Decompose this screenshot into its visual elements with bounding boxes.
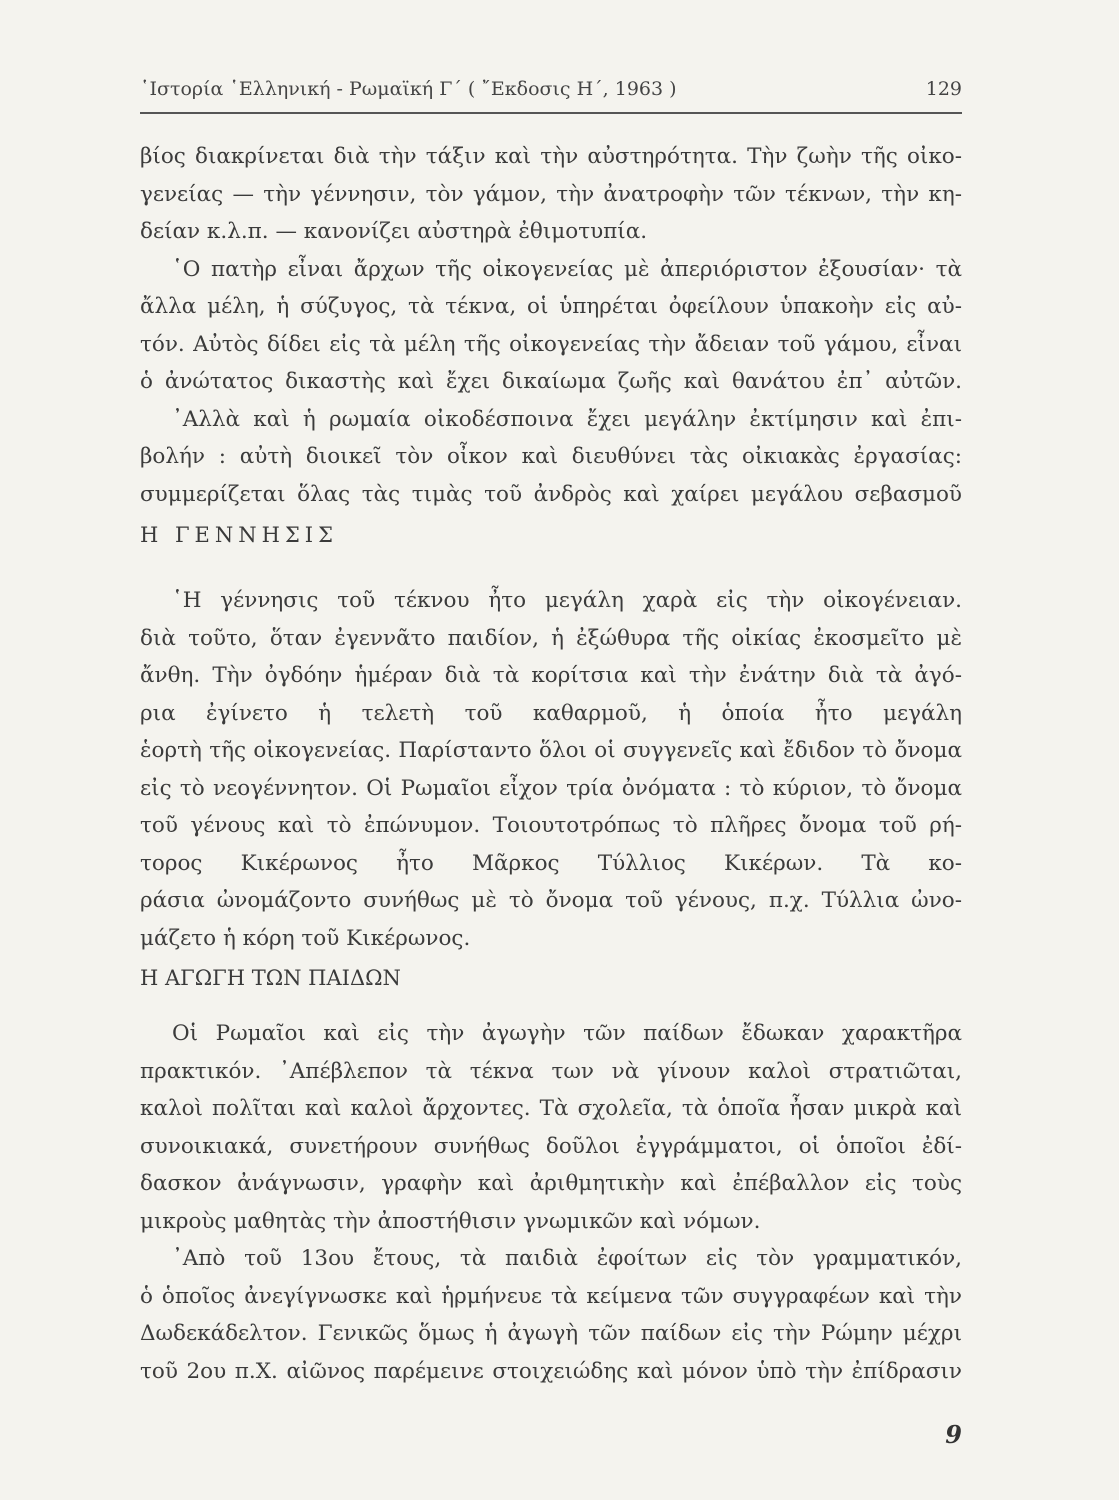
text-line: ᾿Αλλὰ καὶ ἡ ρωμαία οἰκοδέσποινα ἔχει μεγάλην ἐκτίμησιν καὶ ἐπι- <box>172 406 962 432</box>
text-line: τοῦ 2ου π.Χ. αἰῶνος παρέμεινε στοιχειώδης καὶ μόνον ὑπὸ τὴν ἐπίδρασιν <box>140 1358 962 1384</box>
text-line: διὰ τοῦτο, ὅταν ἐγεννᾶτο παιδίον, ἡ ἐξώθυρα τῆς οἰκίας ἐκοσμεῖτο μὲ <box>140 625 962 651</box>
signature-mark: 9 <box>945 1420 962 1449</box>
text-line: πρακτικόν. ᾿Απέβλεπον τὰ τέκνα των νὰ γίνουν καλοὶ στρατιῶται, <box>140 1058 962 1084</box>
intro-text-block <box>140 138 962 513</box>
running-header <box>140 78 962 104</box>
text-line: καλοὶ πολῖται καὶ καλοὶ ἄρχοντες. Τὰ σχολεῖα, τὰ ὁποῖα ἦσαν μικρὰ καὶ <box>140 1096 962 1121</box>
section-heading-education: Η ΑΓΩΓΗ ΤΩΝ ΠΑΙΔΩΝ <box>140 966 401 990</box>
text-line: ράσια ὠνομάζοντο συνήθως μὲ τὸ ὄνομα τοῦ γένους, π.χ. Τύλλια ὠνο- <box>140 888 962 913</box>
header-rule <box>140 112 962 114</box>
text-line: μάζετο ἡ κόρη τοῦ Κικέρωνος. <box>140 925 471 951</box>
text-line: ἄνθη. Τὴν ὀγδόην ἡμέραν διὰ τὰ κορίτσια καὶ τὴν ἐνάτην διὰ τὰ ἀγό- <box>140 663 962 688</box>
text-line: Οἱ Ρωμαῖοι καὶ εἰς τὴν ἀγωγὴν τῶν παίδων ἔδωκαν χαρακτῆρα <box>172 1021 962 1046</box>
text-line: συμμερίζεται ὅλας τὰς τιμὰς τοῦ ἀνδρὸς καὶ χαίρει μεγάλου σεβασμοῦ <box>140 481 962 507</box>
text-line: γενείας — τὴν γέννησιν, τὸν γάμον, τὴν ἀνατροφὴν τῶν τέκνων, τὴν κη- <box>140 181 962 207</box>
text-line: ἄλλα μέλη, ἡ σύζυγος, τὰ τέκνα, οἱ ὑπηρέται ὀφείλουν ὑπακοὴν εἰς αὐ- <box>140 294 962 319</box>
running-header-title: ῾Ιστορία ῾Ελληνική - Ρωμαϊκή Γ΄ ( ῎Εκδοσις Η΄, 1963 ) <box>140 78 677 100</box>
text-line: ῾Η γέννησις τοῦ τέκνου ἦτο μεγάλη χαρὰ εἰς τὴν οἰκογένειαν. <box>172 588 962 613</box>
text-line: τοῦ γένους καὶ τὸ ἐπώνυμον. Τοιουτοτρόπως τὸ πλῆρες ὄνομα τοῦ ρή- <box>140 813 962 838</box>
text-line: δείαν κ.λ.π. — κανονίζει αὐστηρὰ ἐθιμοτυπία. <box>140 219 648 244</box>
text-line: δασκον ἀνάγνωσιν, γραφὴν καὶ ἀριθμητικὴν καὶ ἐπέβαλλον εἰς τοὺς <box>140 1171 962 1196</box>
text-line: ὁ ἀνώτατος δικαστὴς καὶ ἔχει δικαίωμα ζωῆς καὶ θανάτου ἐπ᾿ αὐτῶν. <box>140 369 962 394</box>
birth-text-block <box>140 582 962 957</box>
text-line: ἑορτὴ τῆς οἰκογενείας. Παρίσταντο ὅλοι οἱ συγγενεῖς καὶ ἔδιδον τὸ ὄνομα <box>140 738 962 763</box>
text-line: βίος διακρίνεται διὰ τὴν τάξιν καὶ τὴν αὐστηρότητα. Τὴν ζωὴν τῆς οἰκο- <box>140 144 962 169</box>
text-line: τορος Κικέρωνος ἦτο Μᾶρκος Τύλλιος Κικέρων. Τὰ κο- <box>140 850 962 876</box>
text-line: τόν. Αὐτὸς δίδει εἰς τὰ μέλη τῆς οἰκογενείας τὴν ἄδειαν τοῦ γάμου, εἶναι <box>140 331 962 357</box>
text-line: ᾿Απὸ τοῦ 13ου ἔτους, τὰ παιδιὰ ἐφοίτων εἰς τὸν γραμματικόν, <box>172 1246 962 1271</box>
text-line: Δωδεκάδελτον. Γενικῶς ὅμως ἡ ἀγωγὴ τῶν παίδων εἰς τὴν Ρώμην μέχρι <box>140 1321 962 1346</box>
text-line: ρια ἐγίνετο ἡ τελετὴ τοῦ καθαρμοῦ, ἡ ὁποία ἦτο μεγάλη <box>140 700 962 726</box>
text-line: μικροὺς μαθητὰς τὴν ἀποστήθισιν γνωμικῶν καὶ νόμων. <box>140 1208 761 1234</box>
text-line: συνοικιακά, συνετήρουν συνήθως δοῦλοι ἐγγράμματοι, οἱ ὁποῖοι ἐδί- <box>140 1133 962 1159</box>
text-line: εἰς τὸ νεογέννητον. Οἱ Ρωμαῖοι εἶχον τρία ὀνόματα : τὸ κύριον, τὸ ὄνομα <box>140 775 962 801</box>
section-heading-birth: Η ΓΕΝΝΗΣΙΣ <box>140 523 338 547</box>
page-number: 129 <box>925 78 962 100</box>
text-line: βολήν : αὐτὴ διοικεῖ τὸν οἶκον καὶ διευθύνει τὰς οἰκιακὰς ἐργασίας: <box>140 444 962 469</box>
education-text-block <box>140 1015 962 1390</box>
text-line: ὁ ὁποῖος ἀνεγίγνωσκε καὶ ἡρμήνευε τὰ κείμενα τῶν συγγραφέων καὶ τὴν <box>140 1283 962 1309</box>
text-line: ῾Ο πατὴρ εἶναι ἄρχων τῆς οἰκογενείας μὲ ἀπεριόριστον ἐξουσίαν· τὰ <box>172 256 962 282</box>
